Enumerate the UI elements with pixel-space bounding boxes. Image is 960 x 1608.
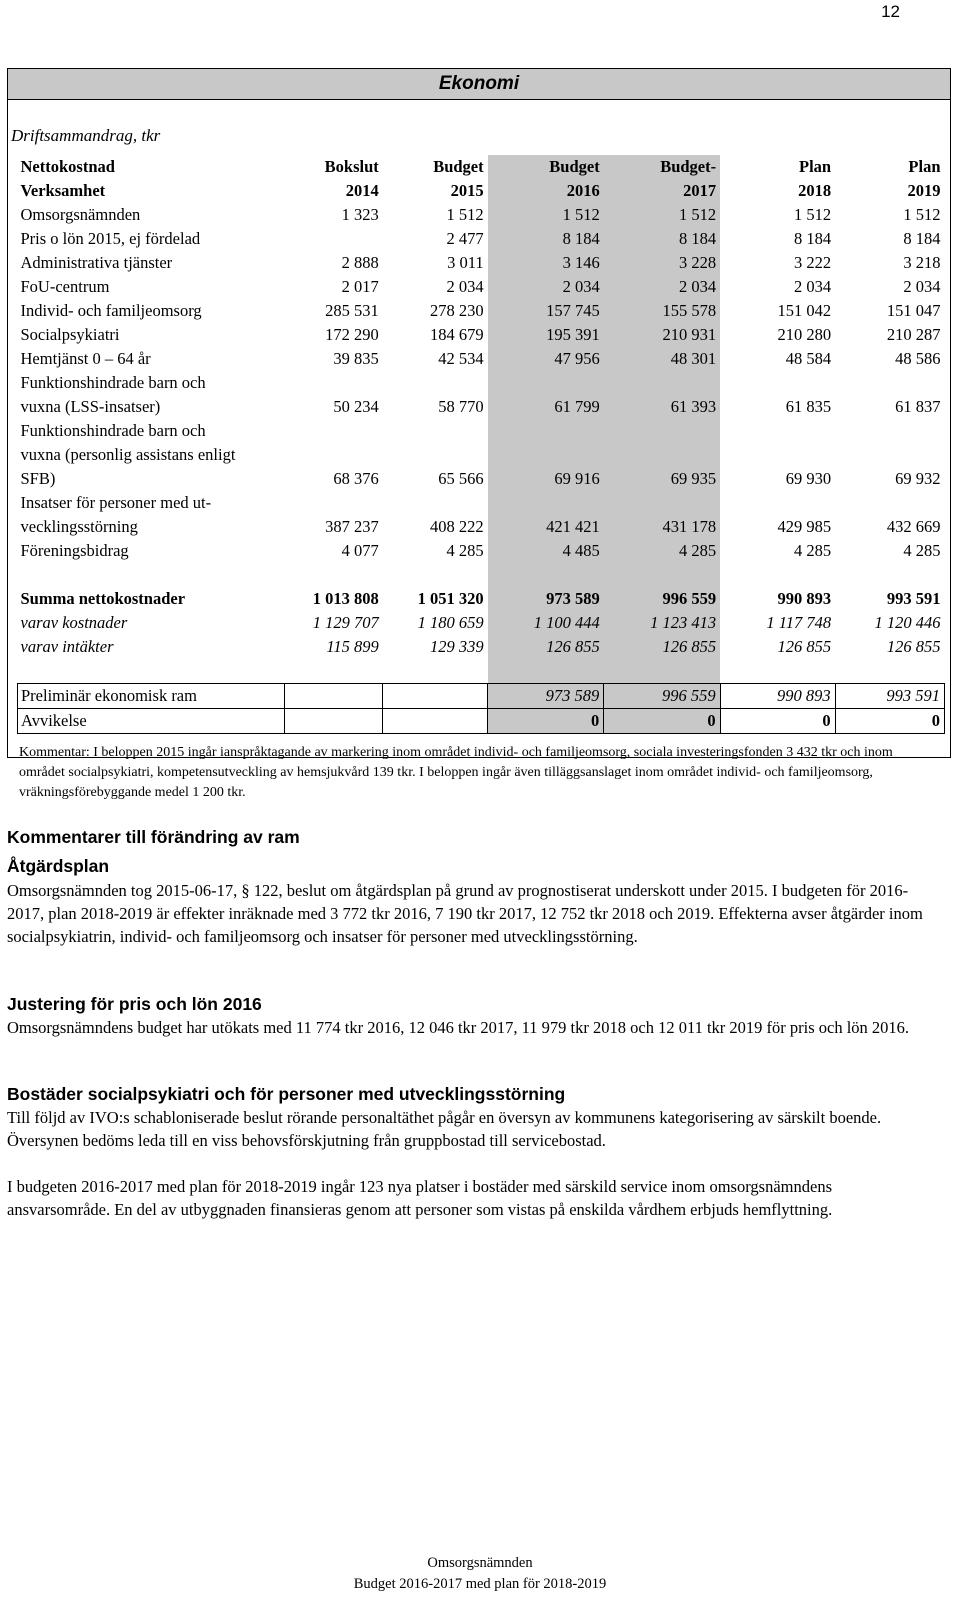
summa-row: Summa nettokostnader 1 013 808 1 051 320 973 589 996 559 990 893 993 591 <box>18 587 945 611</box>
header-col: Budget 2015 <box>433 157 484 200</box>
table-header-row <box>18 155 945 203</box>
ram-row: Preliminär ekonomisk ram 973 589 996 559 990 893 993 591 <box>18 684 945 709</box>
justering-text: Omsorgsnämndens budget har utökats med 11 774 tkr 2016, 12 046 tkr 2017, 11 979 tkr 2018 och 12 011 tkr 2019 för pris och lön 2016. <box>7 1018 910 1037</box>
table-row: FoU-centrum 2 017 2 034 2 034 2 034 2 034 2 034 <box>18 275 945 299</box>
header-col: Budget- 2017 <box>604 155 720 203</box>
table-row: Funktionshindrade barn och vuxna (personlig assistans enligt SFB) 68 376 65 566 69 916 69 935 69 930 69 932 <box>18 419 945 491</box>
bostader-text-1: Till följd av IVO:s schabloniserade beslut rörande personaltäthet pågår en översyn av kommunens kategorisering av särskilt boende. Översynen bedöms leda till en viss behovsförskjutning från gruppbostad till servicebostad. <box>7 1108 882 1150</box>
header-col: Plan 2018 <box>798 157 832 200</box>
bostader-text-2: I budgeten 2016-2017 med plan för 2018-2019 ingår 123 nya platser i bostäder med särskild service inom omsorgsnämndens ansvarsområde. En del av utbyggnaden finansieras genom att personer som vistas på enskilda vårdhem erbjuds hemflyttning. <box>7 1177 833 1219</box>
table-row: Funktionshindrade barn och vuxna (LSS-insatser) 50 234 58 770 61 799 61 393 61 835 61 837 <box>18 371 945 419</box>
comment-text: I beloppen 2015 ingår ianspråktagande av markering inom området individ- och familjeomsorg, sociala investeringsfonden 3 432 tkr och inom området socialpsykiatri, kompetensutveckling av hemsjukvård 139 tkr. I beloppen ingår även tilläggsanslaget inom området individ- och familjeomsorg, vräkningsförebyggande medel 1 200 tkr. <box>19 745 893 800</box>
table-row: Individ- och familjeomsorg 285 531 278 230 157 745 155 578 151 042 151 047 <box>18 299 945 323</box>
table-row: Omsorgsnämnden 1 323 1 512 1 512 1 512 1 512 1 512 <box>18 203 945 227</box>
kommentarer-heading: Kommentarer till förändring av ram <box>7 827 300 847</box>
table-comment <box>19 743 941 803</box>
avvikelse-row: Avvikelse 0 0 0 0 <box>18 709 945 734</box>
header-col: Budget 2016 <box>488 155 604 203</box>
table-row: Administrativa tjänster 2 888 3 011 3 146 3 228 3 222 3 218 <box>18 251 945 275</box>
table-row: Hemtjänst 0 – 64 år 39 835 42 534 47 956 48 301 48 584 48 586 <box>18 347 945 371</box>
table-row: Föreningsbidrag 4 077 4 285 4 485 4 285 4 285 4 285 <box>18 539 945 563</box>
kostnader-row: varav kostnader 1 129 707 1 180 659 1 100 444 1 123 413 1 117 748 1 120 446 <box>18 611 945 635</box>
operations-summary-table <box>17 155 945 734</box>
table-row: Pris o lön 2015, ej fördelad 2 477 8 184 8 184 8 184 8 184 <box>18 227 945 251</box>
page-number: 12 <box>881 2 900 21</box>
header-col: Bokslut 2014 <box>324 157 379 200</box>
intakter-row: varav intäkter 115 899 129 339 126 855 126 855 126 855 126 855 <box>18 635 945 659</box>
table-row: Socialpsykiatri 172 290 184 679 195 391 210 931 210 280 210 287 <box>18 323 945 347</box>
section-title: Ekonomi <box>8 69 950 100</box>
bostader-heading: Bostäder socialpsykiatri och för personer med utvecklingsstörning <box>7 1084 566 1104</box>
footer-line-1: Omsorgsnämnden <box>427 1555 533 1571</box>
justering-heading: Justering för pris och lön 2016 <box>7 994 262 1014</box>
spacer-row <box>18 563 945 587</box>
economy-frame <box>7 68 951 800</box>
table-title: Driftsammandrag, tkr <box>11 126 161 145</box>
atgardsplan-text: Omsorgsnämnden tog 2015-06-17, § 122, beslut om åtgärdsplan på grund av prognostiserat underskott under 2015. I budgeten för 2016-2017, plan 2018-2019 är effekter inräknade med 3 772 tkr 2016, 7 190 tkr 2017, 12 752 tkr 2018 och 2019. Effekterna avser åtgärder inom socialpsykiatrin, individ- och familjeomsorg och insatser för personer med utvecklingsstörning. <box>7 881 923 946</box>
table-row: Insatser för personer med ut- vecklingsstörning 387 237 408 222 421 421 431 178 429 985 432 669 <box>18 491 945 539</box>
header-col: Plan 2019 <box>907 157 941 200</box>
comment-label: Kommentar: <box>19 745 90 760</box>
atgardsplan-heading: Åtgärdsplan <box>7 856 110 876</box>
spacer-row <box>18 659 945 684</box>
header-label: Nettokostnad Verksamhet <box>20 157 115 200</box>
footer-line-2: Budget 2016-2017 med plan för 2018-2019 <box>353 1576 607 1592</box>
